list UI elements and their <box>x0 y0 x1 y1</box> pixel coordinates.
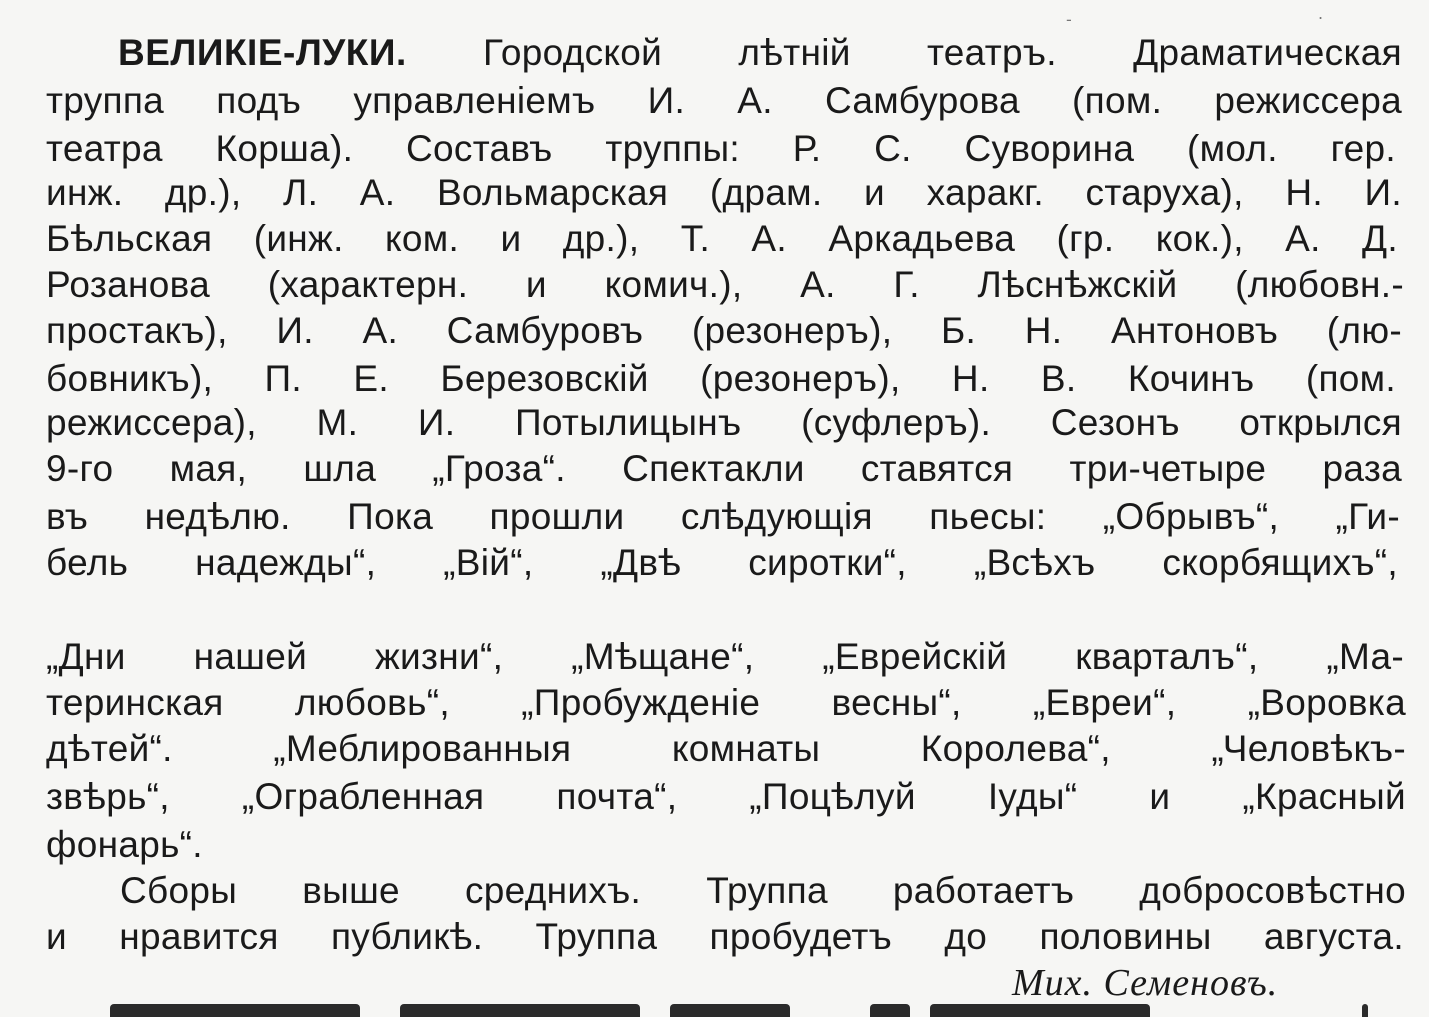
article-line-7: простакъ), И. А. Самбуровъ (резонеръ), Б. Н. Антоновъ (лю- <box>46 310 1402 351</box>
article-line-10: 9-го мая, шла „Гроза“. Спектакли ставятся три-четыре раза <box>46 448 1402 489</box>
article-text: Городской лѣтній театръ. Драматическая <box>483 32 1402 73</box>
article-line-14: теринская любовь“, „Пробужденіе весны“, „Евреи“, „Воровка <box>46 682 1406 723</box>
article-line-11: въ недѣлю. Пока прошли слѣдующія пьесы: „Обрывъ“, „Ги- <box>46 496 1400 537</box>
article-line-3: театра Корша). Составъ труппы: Р. С. Суворина (мол. гер. <box>46 128 1396 169</box>
article-line-1 <box>118 30 1402 76</box>
article-heading: ВЕЛИКІЕ-ЛУКИ. <box>118 32 407 73</box>
article-signature: Мих. Семеновъ. <box>1012 962 1279 1004</box>
article-line-13: „Дни нашей жизни“, „Мѣщане“, „Еврейскій кварталъ“, „Ма- <box>46 636 1404 677</box>
article-line-6: Розанова (характерн. и комич.), А. Г. Лѣснѣжскій (любовн.- <box>46 264 1404 305</box>
next-article-cut-off-text <box>110 1000 1370 1017</box>
article-line-12: бель надежды“, „Вій“, „Двѣ сиротки“, „Всѣхъ скорбящихъ“, <box>46 542 1398 583</box>
article-line-5: Бѣльская (инж. ком. и др.), Т. А. Аркадьева (гр. кок.), А. Д. <box>46 218 1398 259</box>
article-line-16: звѣрь“, „Ограбленная почта“, „Поцѣлуй Іуды“ и „Красный <box>46 776 1406 817</box>
article-line-4: инж. др.), Л. А. Вольмарская (драм. и харакг. старуха), Н. И. <box>46 172 1402 213</box>
article-line-9: режиссера), М. И. Потылицынъ (суфлеръ). Сезонъ открылся <box>46 402 1402 443</box>
article-line-15: дѣтей“. „Меблированныя комнаты Королева“, „Человѣкъ- <box>46 728 1406 769</box>
print-specks: - . <box>1066 4 1324 29</box>
article-line-2: труппа подъ управленіемъ И. А. Самбурова (пом. режиссера <box>46 80 1402 121</box>
article-line-8: бовникъ), П. Е. Березовскій (резонеръ), Н. В. Кочинъ (пом. <box>46 358 1396 399</box>
article-line-18: Сборы выше среднихъ. Труппа работаетъ добросовѣстно <box>120 870 1406 911</box>
article-line-19: и нравится публикѣ. Труппа пробудетъ до половины августа. <box>46 916 1404 957</box>
article-line-17: фонарь“. <box>46 824 203 865</box>
